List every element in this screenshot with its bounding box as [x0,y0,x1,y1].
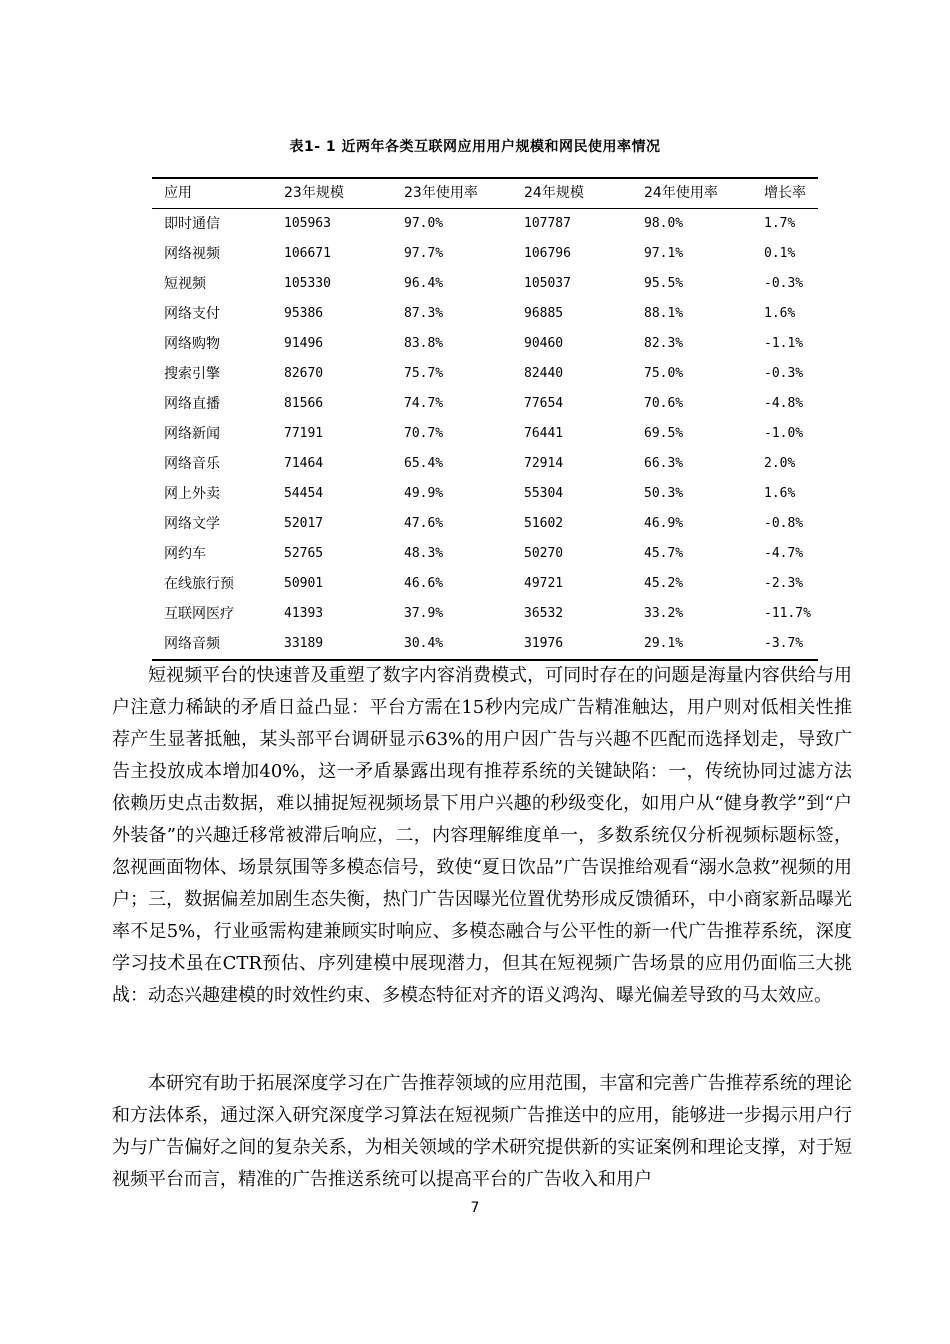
cell-scale-24: 107787 [524,216,571,231]
table-row [152,299,818,329]
cell-growth: -0.3% [764,366,804,381]
page-number: 7 [470,1200,480,1216]
cell-rate-24: 82.3% [644,336,684,351]
cell-growth: -3.7% [764,636,804,651]
table-row [152,599,818,629]
cell-rate-24: 33.2% [644,606,684,621]
cell-app: 网络直播 [164,396,220,412]
cell-rate-24: 97.1% [644,246,684,261]
cell-app: 网络购物 [164,336,220,352]
cell-scale-24: 51602 [524,516,564,531]
cell-app: 网络支付 [164,306,220,322]
cell-rate-23: 49.9% [404,486,444,501]
cell-rate-23: 74.7% [404,396,444,411]
cell-scale-24: 105037 [524,276,571,291]
cell-app: 网络新闻 [164,426,220,442]
header-scale-23: 23年规模 [284,185,344,201]
cell-scale-24: 96885 [524,306,564,321]
table-row [152,269,818,299]
cell-rate-24: 75.0% [644,366,684,381]
cell-scale-24: 106796 [524,246,571,261]
cell-scale-24: 82440 [524,366,564,381]
cell-app: 搜索引擎 [164,366,220,382]
cell-rate-23: 75.7% [404,366,444,381]
cell-app: 短视频 [164,276,206,292]
cell-growth: -4.8% [764,396,804,411]
cell-scale-23: 95386 [284,306,324,321]
cell-rate-24: 69.5% [644,426,684,441]
cell-scale-24: 50270 [524,546,564,561]
cell-app: 网络音频 [164,636,220,652]
table-row [152,329,818,359]
cell-growth: 1.6% [764,306,796,321]
cell-scale-23: 50901 [284,576,324,591]
cell-scale-23: 106671 [284,246,331,261]
cell-scale-23: 105330 [284,276,331,291]
cell-growth: -0.3% [764,276,804,291]
cell-rate-23: 48.3% [404,546,444,561]
cell-scale-23: 54454 [284,486,324,501]
header-app: 应用 [164,185,192,201]
cell-growth: 2.0% [764,456,796,471]
cell-scale-24: 90460 [524,336,564,351]
table-body [152,209,818,661]
cell-rate-23: 87.3% [404,306,444,321]
cell-rate-24: 95.5% [644,276,684,291]
cell-rate-24: 88.1% [644,306,684,321]
cell-rate-23: 65.4% [404,456,444,471]
cell-scale-23: 77191 [284,426,324,441]
cell-rate-24: 45.2% [644,576,684,591]
table-row [152,509,818,539]
cell-app: 网络文学 [164,516,220,532]
cell-rate-23: 96.4% [404,276,444,291]
cell-rate-23: 46.6% [404,576,444,591]
header-growth: 增长率 [764,185,806,201]
cell-rate-23: 37.9% [404,606,444,621]
cell-scale-24: 77654 [524,396,564,411]
table-row [152,389,818,419]
cell-scale-24: 36532 [524,606,564,621]
cell-rate-24: 70.6% [644,396,684,411]
cell-scale-23: 82670 [284,366,324,381]
cell-scale-23: 81566 [284,396,324,411]
cell-scale-24: 55304 [524,486,564,501]
cell-growth: -4.7% [764,546,804,561]
paragraph-problem-statement: 短视频平台的快速普及重塑了数字内容消费模式，可同时存在的问题是海量内容供给与用户注意力稀缺的矛盾日益凸显：平台方需在15秒内完成广告精准触达，用户则对低相关性推荐产生显著抵触，某头部平台调研显示63%的用户因广告与兴趣不匹配而选择划走，导致广告主投放成本增加40%，这一矛盾暴露出现有推荐系统的关键缺陷：一，传统协同过滤方法依赖历史点击数据，难以捕捉短视频场景下用户兴趣的秒级变化，如用户从“健身教学”到“户外装备”的兴趣迁移常被滞后响应，二，内容理解维度单一，多数系统仅分析视频标题标签，忽视画面物体、场景氛围等多模态信号，致使“夏日饮品”广告误推给观看“溺水急救”视频的用户；三，数据偏差加剧生态失衡，热门广告因曝光位置优势形成反馈循环，中小商家新品曝光率不足5%，行业亟需构建兼顾实时响应、多模态融合与公平性的新一代广告推荐系统，深度学习技术虽在CTR预估、序列建模中展现潜力，但其在短视频广告场景的应用仍面临三大挑战：动态兴趣建模的时效性约束、多模态特征对齐的语义鸿沟、曝光偏差导致的马太效应。 [112,665,852,1006]
cell-app: 在线旅行预 [164,576,234,592]
table-row [152,569,818,599]
cell-app: 网上外卖 [164,486,220,502]
cell-rate-24: 29.1% [644,636,684,651]
cell-growth: -1.1% [764,336,804,351]
cell-rate-23: 83.8% [404,336,444,351]
header-rate-24: 24年使用率 [644,185,718,201]
cell-growth: 1.7% [764,216,796,231]
cell-growth: 0.1% [764,246,796,261]
cell-app: 互联网医疗 [164,606,234,622]
header-rate-23: 23年使用率 [404,185,478,201]
cell-app: 网络音乐 [164,456,220,472]
cell-rate-24: 46.9% [644,516,684,531]
table-row [152,539,818,569]
cell-scale-24: 49721 [524,576,564,591]
cell-app: 网约车 [164,546,206,562]
cell-rate-23: 30.4% [404,636,444,651]
table-header-row [152,178,818,209]
cell-scale-24: 31976 [524,636,564,651]
cell-scale-23: 33189 [284,636,324,651]
table-row [152,209,818,240]
cell-rate-24: 98.0% [644,216,684,231]
table-caption: 表1- 1 近两年各类互联网应用用户规模和网民使用率情况 [289,139,661,155]
cell-app: 即时通信 [164,216,220,232]
cell-rate-23: 47.6% [404,516,444,531]
table-header [152,178,818,209]
cell-scale-24: 72914 [524,456,564,471]
table-row [152,359,818,389]
table-row [152,449,818,479]
cell-rate-24: 66.3% [644,456,684,471]
header-scale-24: 24年规模 [524,185,584,201]
cell-scale-24: 76441 [524,426,564,441]
table-row [152,419,818,449]
cell-scale-23: 71464 [284,456,324,471]
cell-rate-23: 97.0% [404,216,444,231]
paragraph-research-significance: 本研究有助于拓展深度学习在广告推荐领域的应用范围，丰富和完善广告推荐系统的理论和方法体系，通过深入研究深度学习算法在短视频广告推送中的应用，能够进一步揭示用户行为与广告偏好之间的复杂关系，为相关领域的学术研究提供新的实证案例和理论支撑，对于短视频平台而言，精准的广告推送系统可以提高平台的广告收入和用户 [112,1073,852,1190]
cell-app: 网络视频 [164,246,220,262]
table-row [152,479,818,509]
app-usage-table [152,177,818,661]
cell-rate-24: 50.3% [644,486,684,501]
cell-scale-23: 52017 [284,516,324,531]
cell-scale-23: 105963 [284,216,331,231]
cell-rate-24: 45.7% [644,546,684,561]
table-row [152,629,818,660]
cell-rate-23: 70.7% [404,426,444,441]
cell-growth: -11.7% [764,606,811,621]
cell-rate-23: 97.7% [404,246,444,261]
cell-scale-23: 91496 [284,336,324,351]
cell-scale-23: 52765 [284,546,324,561]
cell-scale-23: 41393 [284,606,324,621]
cell-growth: -0.8% [764,516,804,531]
cell-growth: 1.6% [764,486,796,501]
cell-growth: -2.3% [764,576,804,591]
table-row [152,239,818,269]
cell-growth: -1.0% [764,426,804,441]
